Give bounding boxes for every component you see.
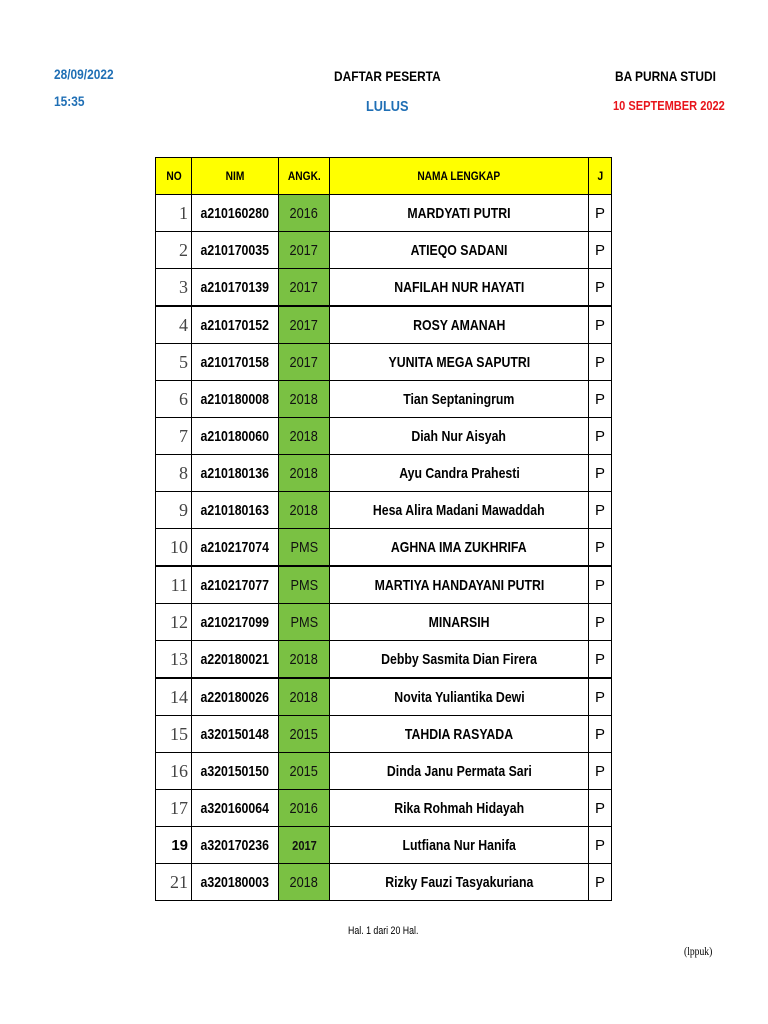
row-number: 5 <box>156 344 192 381</box>
row-number: 11 <box>156 566 192 604</box>
row-nama: Tian Septaningrum <box>330 381 589 418</box>
row-angkatan: 2015 <box>279 753 330 790</box>
row-nama: ATIEQO SADANI <box>330 232 589 269</box>
event-date: 10 SEPTEMBER 2022 <box>613 98 725 113</box>
row-gender: P <box>589 306 612 344</box>
row-gender: P <box>589 641 612 679</box>
row-nama: Lutfiana Nur Hanifa <box>330 827 589 864</box>
document-subtitle: LULUS <box>366 98 409 115</box>
row-nim: a210217077 <box>192 566 279 604</box>
row-gender: P <box>589 381 612 418</box>
row-number: 3 <box>156 269 192 307</box>
row-angkatan: 2018 <box>279 418 330 455</box>
column-header-nama: NAMA LENGKAP <box>330 158 589 195</box>
row-gender: P <box>589 566 612 604</box>
row-gender: P <box>589 455 612 492</box>
row-nim: a210160280 <box>192 195 279 232</box>
table-row <box>156 344 612 381</box>
column-header-j: J <box>589 158 612 195</box>
event-name: BA PURNA STUDI <box>615 68 716 84</box>
row-angkatan: PMS <box>279 604 330 641</box>
row-angkatan: 2017 <box>279 827 330 864</box>
row-gender: P <box>589 269 612 307</box>
column-header-no: NO <box>156 158 192 195</box>
row-gender: P <box>589 492 612 529</box>
row-nim: a210180060 <box>192 418 279 455</box>
row-number: 15 <box>156 716 192 753</box>
column-header-angkatan: ANGK. <box>279 158 330 195</box>
table-row <box>156 678 612 716</box>
row-angkatan: 2018 <box>279 641 330 679</box>
row-nama: ROSY AMANAH <box>330 306 589 344</box>
row-number: 4 <box>156 306 192 344</box>
row-gender: P <box>589 195 612 232</box>
row-angkatan: 2015 <box>279 716 330 753</box>
row-nama: Dinda Janu Permata Sari <box>330 753 589 790</box>
table-row <box>156 418 612 455</box>
print-date: 28/09/2022 <box>54 66 114 82</box>
table-row <box>156 716 612 753</box>
row-angkatan: 2018 <box>279 381 330 418</box>
table-row <box>156 790 612 827</box>
row-angkatan: 2017 <box>279 344 330 381</box>
row-nim: a320160064 <box>192 790 279 827</box>
row-gender: P <box>589 864 612 901</box>
table-row <box>156 195 612 232</box>
row-angkatan: 2018 <box>279 492 330 529</box>
table-row <box>156 566 612 604</box>
row-gender: P <box>589 232 612 269</box>
row-nim: a210180008 <box>192 381 279 418</box>
row-nim: a210180136 <box>192 455 279 492</box>
row-angkatan: 2016 <box>279 195 330 232</box>
table-row <box>156 455 612 492</box>
row-gender: P <box>589 790 612 827</box>
row-angkatan: 2018 <box>279 455 330 492</box>
row-angkatan: 2018 <box>279 678 330 716</box>
row-angkatan: 2017 <box>279 269 330 307</box>
row-number: 8 <box>156 455 192 492</box>
row-nim: a320170236 <box>192 827 279 864</box>
row-angkatan: 2017 <box>279 232 330 269</box>
row-nama: Hesa Alira Madani Mawaddah <box>330 492 589 529</box>
row-nama: AGHNA IMA ZUKHRIFA <box>330 529 589 567</box>
row-number: 21 <box>156 864 192 901</box>
row-angkatan: 2018 <box>279 864 330 901</box>
participant-table <box>155 157 612 901</box>
page-info: Hal. 1 dari 20 Hal. <box>348 925 419 937</box>
row-gender: P <box>589 678 612 716</box>
row-nama: NAFILAH NUR HAYATI <box>330 269 589 307</box>
row-nama: YUNITA MEGA SAPUTRI <box>330 344 589 381</box>
row-number: 17 <box>156 790 192 827</box>
table-row <box>156 641 612 679</box>
table-header-row <box>156 158 612 195</box>
row-angkatan: PMS <box>279 529 330 567</box>
row-gender: P <box>589 827 612 864</box>
row-nama: Diah Nur Aisyah <box>330 418 589 455</box>
row-gender: P <box>589 418 612 455</box>
document-title: DAFTAR PESERTA <box>334 68 441 84</box>
row-gender: P <box>589 753 612 790</box>
row-nim: a210217074 <box>192 529 279 567</box>
table-row <box>156 864 612 901</box>
row-nim: a220180026 <box>192 678 279 716</box>
column-header-nim: NIM <box>192 158 279 195</box>
row-number: 10 <box>156 529 192 567</box>
print-time: 15:35 <box>54 93 85 109</box>
row-nama: TAHDIA RASYADA <box>330 716 589 753</box>
row-number: 2 <box>156 232 192 269</box>
table-row <box>156 232 612 269</box>
row-nama: Rizky Fauzi Tasyakuriana <box>330 864 589 901</box>
row-nim: a210170158 <box>192 344 279 381</box>
row-nama: Ayu Candra Prahesti <box>330 455 589 492</box>
row-nim: a210180163 <box>192 492 279 529</box>
table-row <box>156 604 612 641</box>
row-number: 14 <box>156 678 192 716</box>
row-angkatan: PMS <box>279 566 330 604</box>
table-row <box>156 827 612 864</box>
table-row <box>156 492 612 529</box>
row-number: 6 <box>156 381 192 418</box>
row-nim: a320150150 <box>192 753 279 790</box>
row-angkatan: 2017 <box>279 306 330 344</box>
row-gender: P <box>589 529 612 567</box>
row-nim: a320180003 <box>192 864 279 901</box>
table-row <box>156 753 612 790</box>
row-nama: Debby Sasmita Dian Firera <box>330 641 589 679</box>
row-nim: a320150148 <box>192 716 279 753</box>
row-nim: a210170139 <box>192 269 279 307</box>
row-number: 7 <box>156 418 192 455</box>
row-number: 19 <box>156 827 192 864</box>
table-row <box>156 529 612 567</box>
footer-code: (lppuk) <box>684 944 713 958</box>
row-number: 1 <box>156 195 192 232</box>
table-row <box>156 381 612 418</box>
row-gender: P <box>589 344 612 381</box>
row-nim: a210170035 <box>192 232 279 269</box>
row-nama: Novita Yuliantika Dewi <box>330 678 589 716</box>
row-nim: a210170152 <box>192 306 279 344</box>
row-nama: MARTIYA HANDAYANI PUTRI <box>330 566 589 604</box>
row-nama: MARDYATI PUTRI <box>330 195 589 232</box>
row-gender: P <box>589 604 612 641</box>
row-number: 9 <box>156 492 192 529</box>
row-angkatan: 2016 <box>279 790 330 827</box>
row-gender: P <box>589 716 612 753</box>
row-nim: a220180021 <box>192 641 279 679</box>
row-nama: MINARSIH <box>330 604 589 641</box>
row-number: 13 <box>156 641 192 679</box>
row-number: 16 <box>156 753 192 790</box>
table-row <box>156 269 612 307</box>
row-nim: a210217099 <box>192 604 279 641</box>
row-number: 12 <box>156 604 192 641</box>
row-nama: Rika Rohmah Hidayah <box>330 790 589 827</box>
table-row <box>156 306 612 344</box>
